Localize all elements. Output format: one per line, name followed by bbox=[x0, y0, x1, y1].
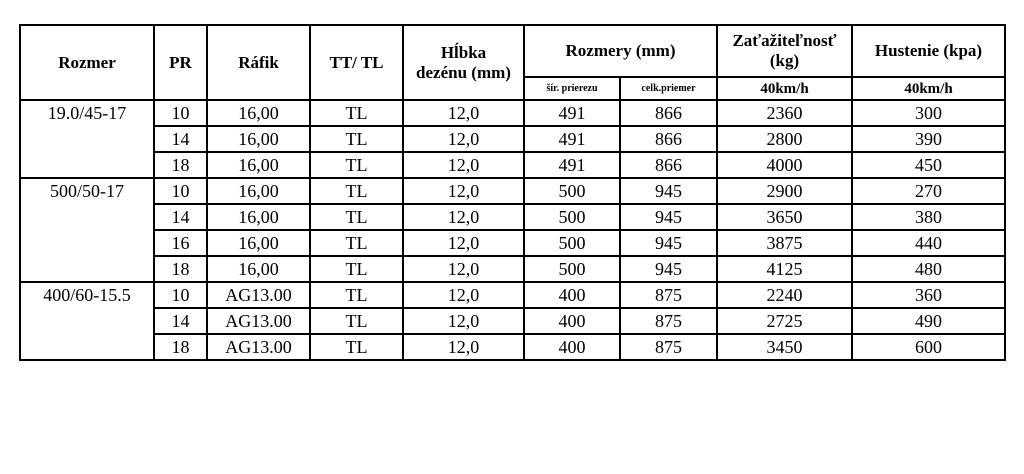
hustenie-cell: 490 bbox=[852, 308, 1005, 334]
zataz-cell: 2725 bbox=[717, 308, 852, 334]
header-zataziteInost bbox=[717, 25, 852, 77]
hlbka-cell: 12,0 bbox=[403, 100, 524, 126]
hlbka-cell: 12,0 bbox=[403, 282, 524, 308]
sir-prierezu-cell: 400 bbox=[524, 308, 620, 334]
zataz-cell: 3650 bbox=[717, 204, 852, 230]
zataz-cell: 2800 bbox=[717, 126, 852, 152]
hlbka-cell: 12,0 bbox=[403, 152, 524, 178]
pr-cell: 10 bbox=[154, 178, 207, 204]
header-rozmery: Rozmery (mm) bbox=[524, 25, 717, 77]
table-row bbox=[20, 204, 1005, 230]
zataz-cell: 2360 bbox=[717, 100, 852, 126]
celk-priemer-cell: 875 bbox=[620, 334, 717, 360]
hustenie-cell: 380 bbox=[852, 204, 1005, 230]
zataz-cell: 2900 bbox=[717, 178, 852, 204]
pr-cell: 10 bbox=[154, 100, 207, 126]
header-rozmer: Rozmer bbox=[20, 25, 154, 100]
header-hlbka-line2: dezénu (mm) bbox=[416, 62, 511, 82]
header-pr: PR bbox=[154, 25, 207, 100]
hlbka-cell: 12,0 bbox=[403, 230, 524, 256]
celk-priemer-cell: 866 bbox=[620, 126, 717, 152]
table-row bbox=[20, 126, 1005, 152]
size-cell: 500/50-17 bbox=[20, 178, 154, 282]
rafik-cell: 16,00 bbox=[207, 230, 310, 256]
hlbka-cell: 12,0 bbox=[403, 256, 524, 282]
rafik-cell: 16,00 bbox=[207, 126, 310, 152]
header-zataz-line1: Zaťažiteľnosť bbox=[732, 31, 837, 50]
table-row bbox=[20, 100, 1005, 126]
pr-cell: 16 bbox=[154, 230, 207, 256]
sir-prierezu-cell: 400 bbox=[524, 282, 620, 308]
rafik-cell: 16,00 bbox=[207, 152, 310, 178]
sir-prierezu-cell: 491 bbox=[524, 152, 620, 178]
rafik-cell: 16,00 bbox=[207, 204, 310, 230]
hustenie-cell: 390 bbox=[852, 126, 1005, 152]
zataz-cell: 3450 bbox=[717, 334, 852, 360]
sir-prierezu-cell: 400 bbox=[524, 334, 620, 360]
header-celk-priemer: celk.priemer bbox=[620, 77, 717, 100]
zataz-cell: 4000 bbox=[717, 152, 852, 178]
celk-priemer-cell: 945 bbox=[620, 178, 717, 204]
tt-tl-cell: TL bbox=[310, 230, 403, 256]
table-row bbox=[20, 308, 1005, 334]
zataz-cell: 2240 bbox=[717, 282, 852, 308]
hustenie-cell: 300 bbox=[852, 100, 1005, 126]
rafik-cell: AG13.00 bbox=[207, 308, 310, 334]
sir-prierezu-cell: 491 bbox=[524, 126, 620, 152]
pr-cell: 14 bbox=[154, 308, 207, 334]
hustenie-cell: 450 bbox=[852, 152, 1005, 178]
hustenie-cell: 600 bbox=[852, 334, 1005, 360]
pr-cell: 18 bbox=[154, 334, 207, 360]
zataz-cell: 3875 bbox=[717, 230, 852, 256]
pr-cell: 18 bbox=[154, 152, 207, 178]
celk-priemer-cell: 945 bbox=[620, 256, 717, 282]
header-hlbka-line1: Hĺbka bbox=[440, 42, 487, 62]
header-hustenie: Hustenie (kpa) bbox=[852, 25, 1005, 77]
hlbka-cell: 12,0 bbox=[403, 308, 524, 334]
hustenie-cell: 440 bbox=[852, 230, 1005, 256]
rafik-cell: AG13.00 bbox=[207, 282, 310, 308]
hlbka-cell: 12,0 bbox=[403, 178, 524, 204]
table-row bbox=[20, 334, 1005, 360]
zataz-cell: 4125 bbox=[717, 256, 852, 282]
celk-priemer-cell: 875 bbox=[620, 282, 717, 308]
size-cell: 19.0/45-17 bbox=[20, 100, 154, 178]
celk-priemer-cell: 945 bbox=[620, 230, 717, 256]
table-row bbox=[20, 256, 1005, 282]
celk-priemer-cell: 866 bbox=[620, 100, 717, 126]
celk-priemer-cell: 945 bbox=[620, 204, 717, 230]
header-rafik: Ráfik bbox=[207, 25, 310, 100]
tire-spec-table bbox=[19, 24, 1006, 361]
header-tt-tl: TT/ TL bbox=[310, 25, 403, 100]
tt-tl-cell: TL bbox=[310, 256, 403, 282]
hustenie-cell: 360 bbox=[852, 282, 1005, 308]
table-row bbox=[20, 282, 1005, 308]
sir-prierezu-cell: 500 bbox=[524, 256, 620, 282]
celk-priemer-cell: 866 bbox=[620, 152, 717, 178]
sir-prierezu-cell: 500 bbox=[524, 178, 620, 204]
sir-prierezu-cell: 500 bbox=[524, 204, 620, 230]
header-hlbka-dezenu bbox=[403, 25, 524, 100]
tt-tl-cell: TL bbox=[310, 126, 403, 152]
hustenie-cell: 480 bbox=[852, 256, 1005, 282]
hustenie-cell: 270 bbox=[852, 178, 1005, 204]
header-zataz-line2: (kg) bbox=[769, 51, 800, 70]
tt-tl-cell: TL bbox=[310, 282, 403, 308]
hlbka-cell: 12,0 bbox=[403, 204, 524, 230]
sir-prierezu-cell: 500 bbox=[524, 230, 620, 256]
pr-cell: 14 bbox=[154, 204, 207, 230]
rafik-cell: 16,00 bbox=[207, 178, 310, 204]
tt-tl-cell: TL bbox=[310, 152, 403, 178]
rafik-cell: AG13.00 bbox=[207, 334, 310, 360]
tt-tl-cell: TL bbox=[310, 204, 403, 230]
tt-tl-cell: TL bbox=[310, 334, 403, 360]
tt-tl-cell: TL bbox=[310, 308, 403, 334]
table-row bbox=[20, 152, 1005, 178]
hlbka-cell: 12,0 bbox=[403, 126, 524, 152]
size-cell: 400/60-15.5 bbox=[20, 282, 154, 360]
celk-priemer-cell: 875 bbox=[620, 308, 717, 334]
table-row bbox=[20, 230, 1005, 256]
header-zataz-speed: 40km/h bbox=[717, 77, 852, 100]
tt-tl-cell: TL bbox=[310, 178, 403, 204]
sir-prierezu-cell: 491 bbox=[524, 100, 620, 126]
rafik-cell: 16,00 bbox=[207, 100, 310, 126]
header-hustenie-speed: 40km/h bbox=[852, 77, 1005, 100]
pr-cell: 14 bbox=[154, 126, 207, 152]
table-row bbox=[20, 178, 1005, 204]
pr-cell: 10 bbox=[154, 282, 207, 308]
table-body bbox=[20, 100, 1005, 360]
hlbka-cell: 12,0 bbox=[403, 334, 524, 360]
header-sir-prierezu: šír. prierezu bbox=[524, 77, 620, 100]
tt-tl-cell: TL bbox=[310, 100, 403, 126]
pr-cell: 18 bbox=[154, 256, 207, 282]
rafik-cell: 16,00 bbox=[207, 256, 310, 282]
